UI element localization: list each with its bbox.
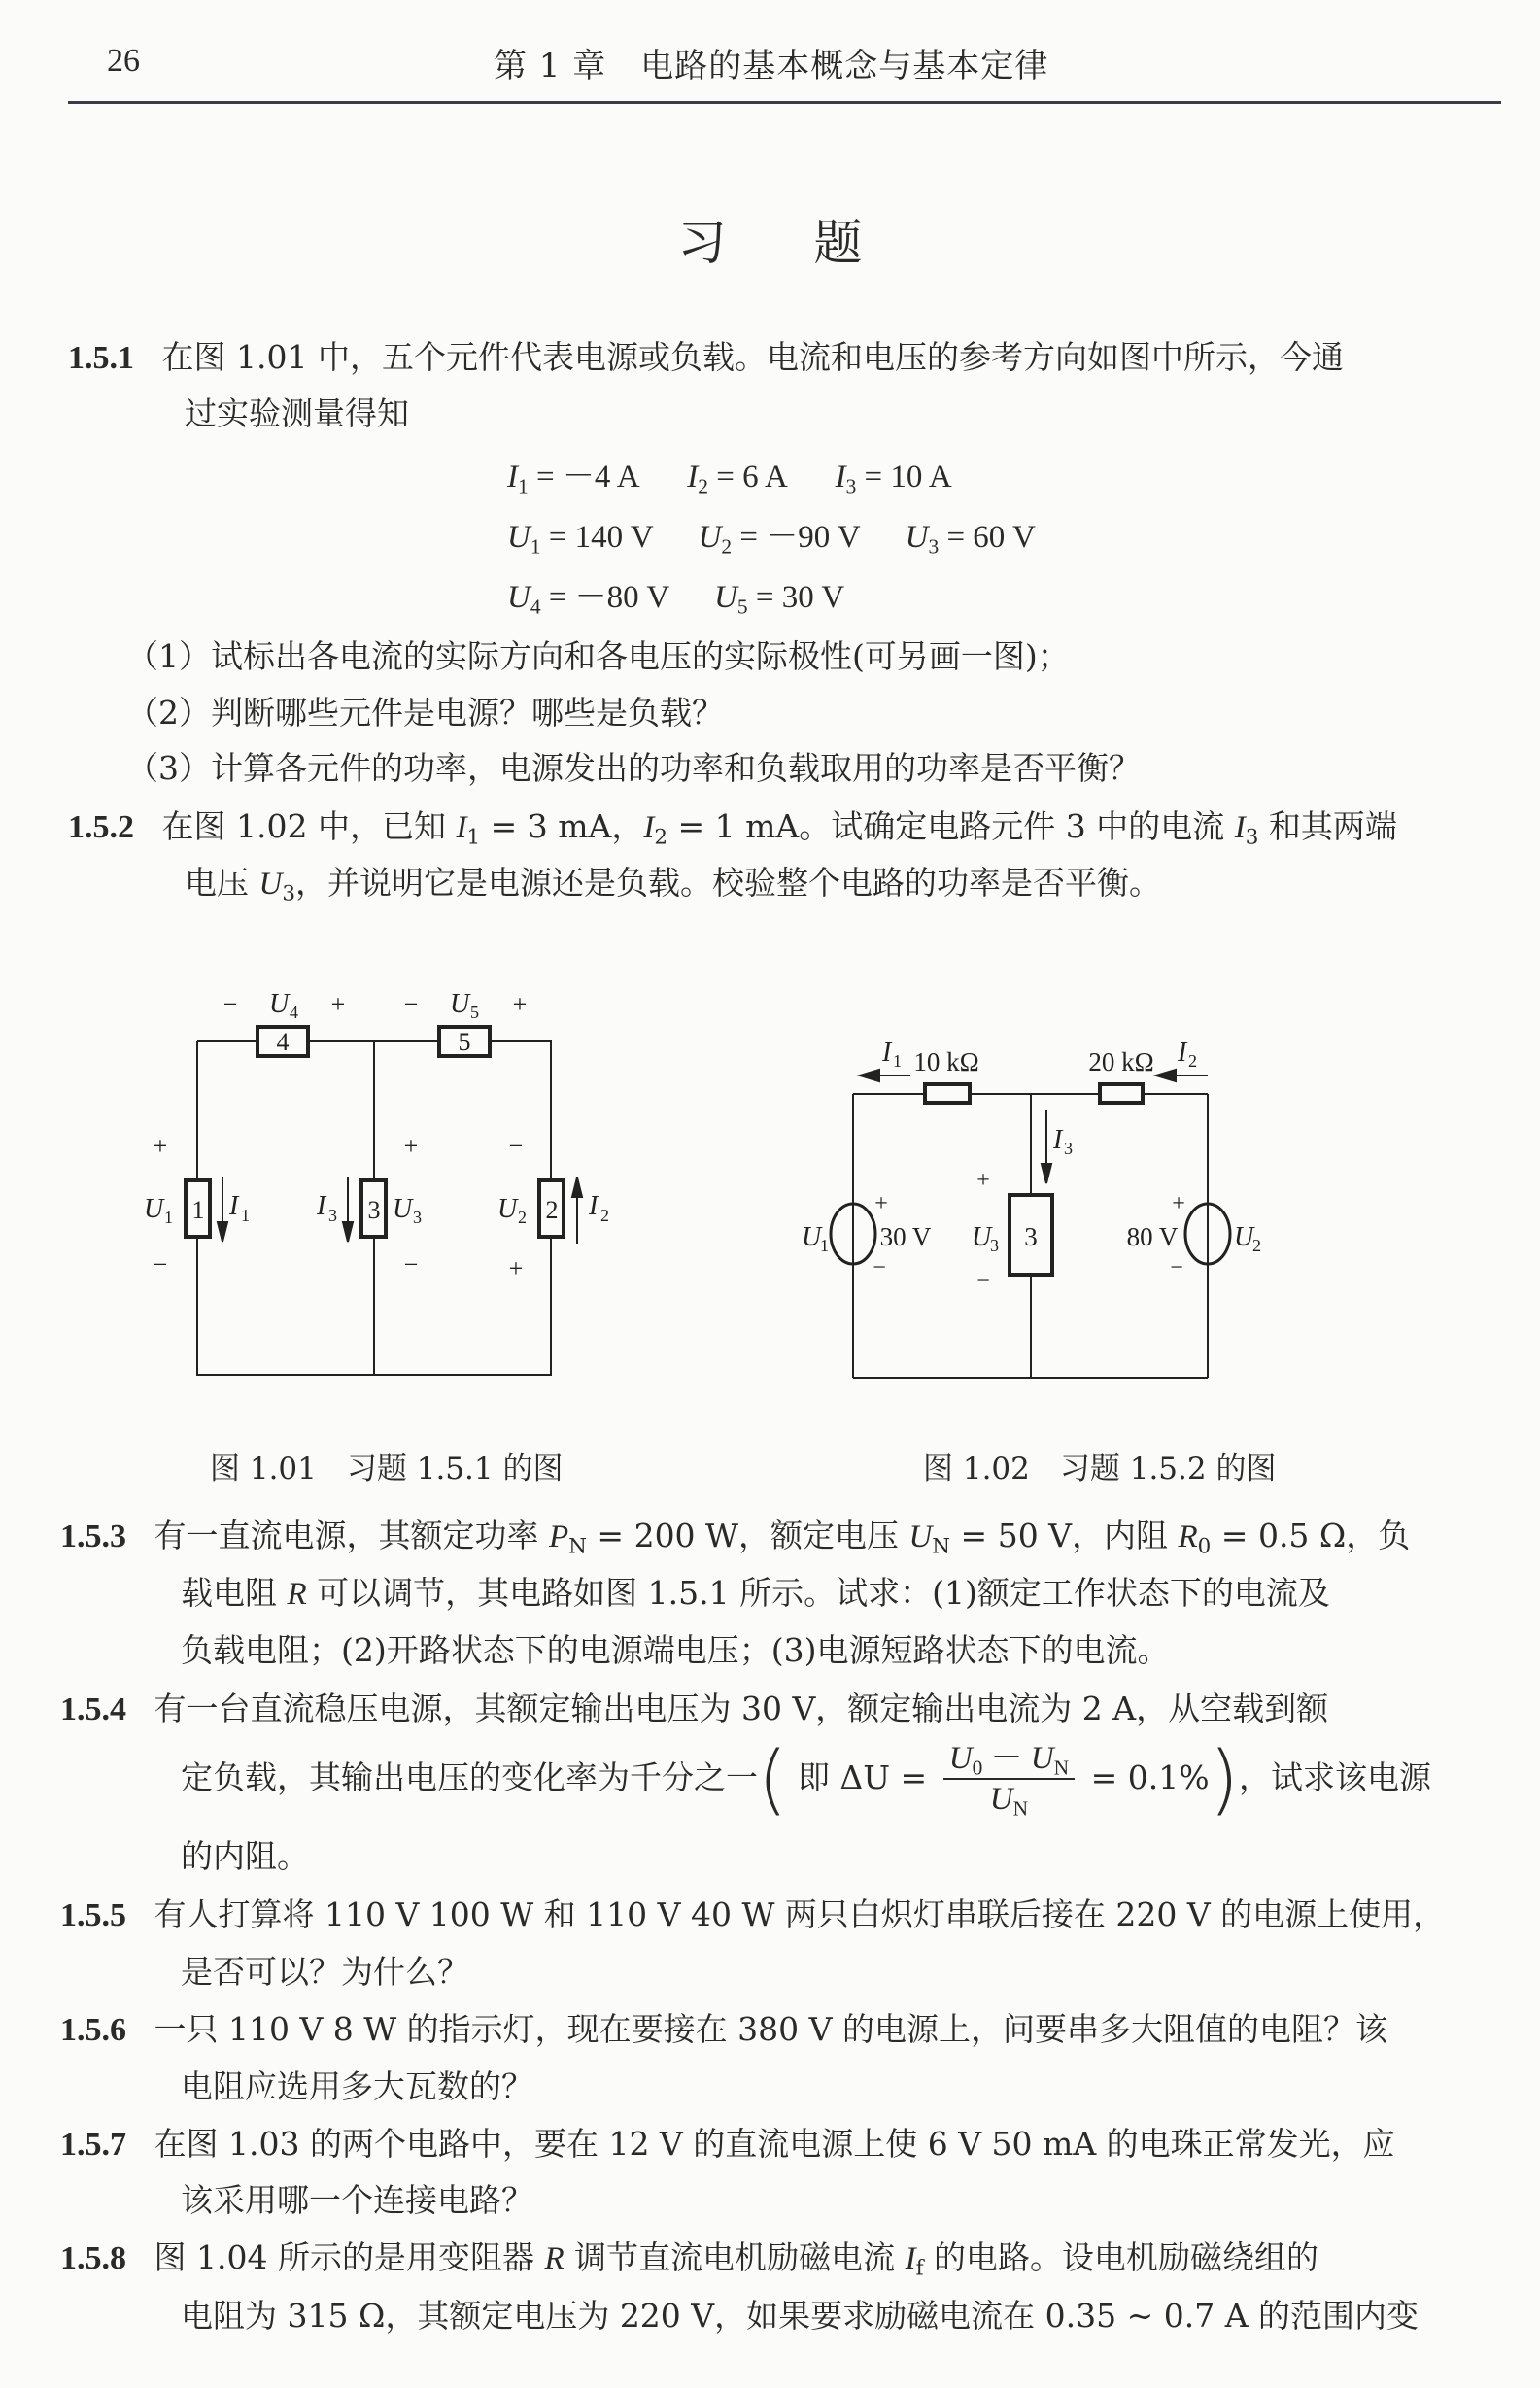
plus-sign: + (874, 1191, 888, 1216)
problem-1-5-3 (60, 1517, 1411, 1559)
symbol: I (687, 460, 699, 495)
subscript: 3 (1245, 825, 1259, 850)
problem-text-cont: 是否可以？为什么？ (181, 1953, 469, 1991)
arrow-up-icon (572, 1177, 582, 1197)
current-label: I (589, 1191, 599, 1221)
current-label: I (1053, 1125, 1063, 1155)
voltage-label: U (393, 1194, 413, 1224)
arrow-down-icon (218, 1222, 227, 1242)
text: 图 1.04 所示的是用变阻器 (154, 2238, 545, 2276)
subscript: 3 (990, 1236, 999, 1255)
minus-sign: − (1170, 1255, 1183, 1280)
problem-text-cont: 的内阻。 (181, 1837, 309, 1875)
subscript: 3 (328, 1206, 337, 1225)
plus-sign: + (1172, 1191, 1185, 1216)
problem-number: 1.5.7 (60, 2127, 126, 2163)
problem-1-5-1 (68, 338, 1344, 378)
problem-number: 1.5.8 (60, 2240, 126, 2276)
resistor-value: 10 kΩ (913, 1047, 979, 1076)
circuit-figure-1-01 (136, 952, 719, 1389)
operator: － (982, 1741, 1031, 1776)
source-voltage: 80 V (1126, 1222, 1179, 1251)
subscript: 3 (282, 881, 295, 906)
problem-text-cont: 电阻应选用多大瓦数的？ (181, 2067, 533, 2105)
arrow-left-icon (1156, 1070, 1176, 1081)
plus-sign: + (330, 990, 346, 1018)
symbol: U (258, 867, 283, 902)
current-label: I (1178, 1038, 1187, 1068)
resistor-20k (1100, 1084, 1143, 1103)
right-paren: ) (1209, 1736, 1240, 1824)
subscript: 2 (1252, 1236, 1261, 1255)
problem-text-cont (181, 1574, 1330, 1614)
minus-sign: − (403, 1250, 419, 1279)
problem-1-5-8 (60, 2238, 1319, 2281)
subscript: 1 (518, 474, 529, 498)
element-label: 4 (276, 1028, 290, 1056)
text: ，试求该电源 (1239, 1758, 1432, 1796)
resistor-10k (925, 1084, 970, 1103)
resistor-value: 20 kΩ (1088, 1047, 1154, 1076)
plus-sign: + (403, 1132, 419, 1160)
sub-question-1: （1）试标出各电流的实际方向和各电压的实际极性(可另画一图)； (126, 637, 1070, 675)
problem-text-cont: 电阻为 315 Ω，其额定电压为 220 V，如果要求励磁电流在 0.35 ~ 0.7 A 的范围内变 (181, 2297, 1420, 2335)
problem-text-cont: 负载电阻；(2)开路状态下的电源端电压；(3)电源短路状态下的电流。 (181, 1631, 1170, 1669)
minus-sign: − (153, 1250, 168, 1279)
subscript: 2 (721, 534, 733, 559)
element-label: 3 (1024, 1222, 1038, 1251)
fraction (943, 1741, 1075, 1819)
subscript: 2 (1188, 1051, 1197, 1071)
text: ，并说明它是电源还是负载。校验整个电路的功率是否平衡。 (294, 864, 1161, 902)
sub-question-2: （2）判断哪些元件是电源？哪些是负载？ (126, 694, 724, 732)
problem-text: 在图 1.01 中，五个元件代表电源或负载。电流和电压的参考方向如图中所示，今通 (161, 338, 1344, 376)
element-label: 2 (545, 1196, 559, 1224)
minus-sign: − (873, 1255, 886, 1280)
minus-sign: − (222, 990, 238, 1018)
text: = 3 mA， (480, 807, 644, 845)
symbol: I (835, 460, 846, 495)
voltage-label: U (972, 1222, 992, 1252)
symbol: I (905, 2241, 916, 2276)
subscript: 5 (736, 595, 748, 619)
current-label: I (229, 1191, 239, 1221)
symbol: I (507, 460, 518, 495)
arrow-down-icon (343, 1222, 353, 1242)
text: 的电路。设电机励磁绕组的 (923, 2238, 1319, 2276)
value: = 10 A (856, 460, 952, 495)
minus-sign: − (976, 1269, 990, 1294)
problem-number: 1.5.1 (68, 340, 134, 376)
current-label: I (882, 1038, 892, 1068)
problem-text-cont (185, 864, 1161, 904)
problem-1-5-5 (60, 1895, 1445, 1935)
current-label: I (317, 1191, 326, 1221)
plus-sign: + (508, 1254, 524, 1282)
subscript: 0 (972, 1756, 983, 1780)
section-title: 习题 (677, 215, 950, 271)
problem-number: 1.5.4 (60, 1691, 126, 1727)
subscript: 3 (928, 534, 940, 559)
problem-text (154, 2238, 1319, 2281)
voltage-label: U (802, 1222, 822, 1252)
text: = 0.5 Ω，负 (1211, 1517, 1411, 1554)
value: = 30 V (747, 580, 845, 615)
subscript: 1 (820, 1236, 829, 1255)
text: 调节直流电机励磁电流 (564, 2238, 906, 2276)
header-rule (68, 101, 1501, 104)
left-paren: ( (758, 1736, 788, 1824)
problem-text-cont: 该采用哪一个连接电路？ (181, 2181, 533, 2219)
subscript: 2 (600, 1206, 609, 1225)
text: = 200 W，额定电压 (586, 1517, 909, 1554)
value: = －80 V (540, 580, 669, 615)
figure-caption-1-01: 图 1.01 习题 1.5.1 的图 (210, 1451, 564, 1486)
element-label: 3 (367, 1196, 381, 1224)
voltage-label: U (1234, 1222, 1254, 1252)
text: 和其两端 (1258, 807, 1397, 845)
equation-voltages-1 (507, 511, 1036, 557)
plus-sign: + (976, 1168, 990, 1193)
text: 有一直流电源，其额定功率 (154, 1517, 549, 1554)
minus-sign: − (508, 1132, 524, 1160)
subscript: N (932, 1534, 951, 1559)
minus-sign: − (403, 990, 419, 1018)
subscript: 4 (290, 1003, 298, 1022)
text: = 1 mA。试确定电路元件 3 中的电流 (667, 807, 1235, 845)
equation-currents (507, 451, 952, 496)
symbol: U (507, 520, 530, 555)
voltage-label: U (497, 1194, 518, 1224)
element-label: 5 (458, 1028, 471, 1056)
text: = 0.1% (1090, 1758, 1210, 1796)
value: = 140 V (540, 520, 654, 555)
subscript: 2 (654, 825, 667, 850)
problem-text-cont: 过实验测量得知 (185, 394, 409, 432)
sub-question-3: （3）计算各元件的功率，电源发出的功率和负载取用的功率是否平衡？ (126, 749, 1141, 787)
subscript: N (1012, 1796, 1029, 1821)
problem-1-5-4 (60, 1689, 1328, 1729)
subscript: 1 (241, 1206, 250, 1225)
value: = －90 V (732, 520, 861, 555)
symbol: I (1234, 810, 1246, 845)
figure-caption-1-02: 图 1.02 习题 1.5.2 的图 (923, 1451, 1277, 1486)
symbol: R (287, 1577, 307, 1612)
voltage-label: U (269, 989, 290, 1019)
symbol: U (905, 520, 929, 555)
text: 在图 1.02 中，已知 (161, 807, 457, 845)
subscript: 5 (470, 1003, 479, 1022)
problem-text: 在图 1.03 的两个电路中，要在 12 V 的直流电源上使 6 V 50 mA 的电珠正常发光，应 (154, 2125, 1395, 2163)
symbol: U (698, 520, 722, 555)
subscript: 2 (518, 1208, 527, 1227)
text: 电压 (185, 864, 259, 902)
text: 载电阻 (181, 1574, 288, 1612)
problem-number: 1.5.5 (60, 1897, 126, 1933)
subscript: 0 (1197, 1534, 1212, 1559)
symbol: U (989, 1782, 1013, 1817)
problem-1-5-2 (68, 807, 1397, 850)
fraction-denominator (943, 1780, 1075, 1819)
subscript: 1 (530, 534, 541, 559)
symbol: I (643, 810, 655, 845)
page-number: 26 (107, 43, 140, 79)
arrow-left-icon (860, 1070, 879, 1081)
voltage-label: U (450, 989, 470, 1019)
subscript: 2 (698, 474, 708, 498)
problem-text: 一只 110 V 8 W 的指示灯，现在要接在 380 V 的电源上，问要串多大阻值的电阻？该 (154, 2010, 1387, 2048)
problem-number: 1.5.3 (60, 1518, 126, 1554)
source-voltage: 30 V (879, 1222, 932, 1251)
subscript: 1 (893, 1051, 902, 1071)
subscript: 1 (466, 825, 481, 850)
symbol: U (948, 1741, 973, 1776)
arrow-down-icon (1042, 1164, 1051, 1183)
subscript: 3 (845, 474, 857, 498)
symbol: U (908, 1519, 933, 1554)
subscript: f (915, 2256, 924, 2281)
symbol: U (1030, 1741, 1054, 1776)
text: 定负载，其输出电压的变化率为千分之一 (181, 1758, 758, 1796)
fraction-numerator (943, 1741, 1075, 1780)
value: = 6 A (708, 460, 787, 495)
text: 可以调节，其电路如图 1.5.1 所示。试求：(1)额定工作状态下的电流及 (306, 1574, 1330, 1612)
value: = －4 A (528, 460, 638, 495)
symbol: P (549, 1519, 569, 1554)
subscript: 1 (164, 1208, 173, 1227)
value: = 60 V (939, 520, 1036, 555)
plus-sign: + (512, 990, 528, 1018)
equation-voltages-2 (507, 571, 844, 617)
subscript: 3 (1064, 1139, 1073, 1158)
subscript: 4 (530, 595, 541, 619)
subscript: N (568, 1534, 587, 1559)
text: = 50 V，内阻 (950, 1517, 1179, 1554)
voltage-label: U (144, 1194, 164, 1224)
element-label: 1 (191, 1196, 205, 1224)
problem-text: 有人打算将 110 V 100 W 和 110 V 40 W 两只白炽灯串联后接在 220 V 的电源上使用， (154, 1895, 1446, 1933)
subscript: 3 (413, 1208, 422, 1227)
subscript: N (1053, 1756, 1070, 1780)
problem-text (154, 1517, 1411, 1559)
circuit-figure-1-02 (729, 991, 1409, 1399)
plus-sign: + (153, 1132, 168, 1160)
text: 即 ΔU = (797, 1758, 928, 1796)
symbol: R (544, 2241, 565, 2276)
problem-number: 1.5.6 (60, 2012, 126, 2048)
problem-1-5-7 (60, 2125, 1395, 2165)
problem-number: 1.5.2 (68, 809, 134, 845)
problem-text: 有一台直流稳压电源，其额定输出电压为 30 V，额定输出电流为 2 A，从空载到额 (154, 1689, 1329, 1727)
problem-1-5-6 (60, 2010, 1387, 2050)
problem-text (161, 807, 1397, 850)
problem-text-formula (181, 1736, 1432, 1824)
symbol: U (714, 580, 737, 615)
symbol: R (1178, 1519, 1198, 1554)
symbol: I (456, 810, 467, 845)
symbol: U (507, 580, 530, 615)
chapter-title: 第 1 章 电路的基本概念与基本定律 (494, 47, 1049, 85)
